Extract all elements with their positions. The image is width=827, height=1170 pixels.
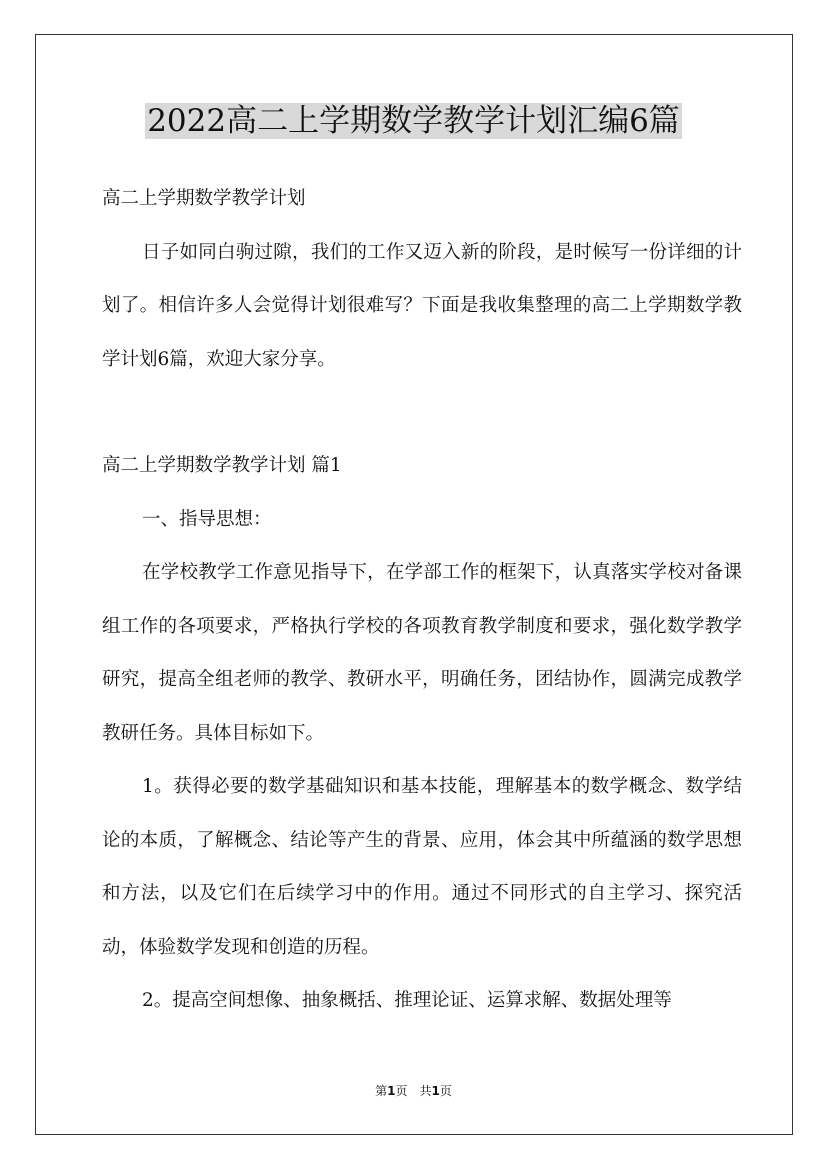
footer-mid: 页 共: [395, 1084, 432, 1098]
footer-total-pages: 1: [431, 1084, 440, 1098]
article-heading: 高二上学期数学教学计划 篇1: [102, 455, 342, 476]
section-heading: 高二上学期数学教学计划: [102, 188, 306, 209]
footer-suffix: 页: [439, 1084, 452, 1098]
footer-prefix: 第: [375, 1084, 388, 1098]
list-item-2: 2。提高空间想像、抽象概括、推理论证、运算求解、数据处理等: [142, 990, 672, 1011]
list-item-1: 1。获得必要的数学基础知识和基本技能，理解基本的数学概念、数学结论的本质，了解概念、结论等产生的背景、应用，体会其中所蕴涵的数学思想和方法，以及它们在后续学习中的作用。通过不同形式的自主学习、探究活动，体验数学发现和创造的历程。: [102, 776, 742, 958]
document-title: [0, 101, 827, 141]
subsection-heading: 一、指导思想：: [142, 508, 272, 530]
blank-line: [102, 386, 742, 439]
document-title-text: 2022高二上学期数学教学计划汇编6篇: [147, 103, 680, 139]
footer-page-number: 1: [387, 1084, 396, 1098]
document-body: [102, 172, 742, 1028]
page-footer: [0, 1083, 827, 1099]
body-paragraph: 在学校教学工作意见指导下，在学部工作的框架下，认真落实学校对备课组工作的各项要求，严格执行学校的各项教育教学制度和要求，强化数学教学研究，提高全组老师的教学、教研水平，明确任务，团结协作，圆满完成教学教研任务。具体目标如下。: [102, 562, 742, 744]
intro-paragraph: 日子如同白驹过隙，我们的工作又迈入新的阶段，是时候写一份详细的计划了。相信许多人会觉得计划很难写？下面是我收集整理的高二上学期数学教学计划6篇，欢迎大家分享。: [102, 241, 742, 370]
